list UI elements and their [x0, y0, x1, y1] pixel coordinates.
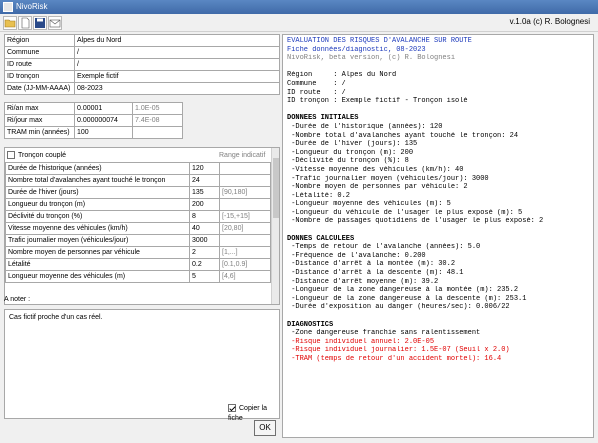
report-line: -Déclivité du tronçon (%): 8	[287, 157, 409, 166]
coupled-checkbox[interactable]	[7, 151, 15, 159]
report-line: -Durée de l'hiver (jours): 135	[287, 140, 418, 149]
window-title: NivoRisk	[16, 2, 48, 11]
param-row	[6, 211, 271, 223]
param-label: Nombre moyen de personnes par véhicule	[6, 247, 190, 259]
param-label: Létalité	[6, 259, 190, 271]
param-input[interactable]: 2	[190, 247, 220, 259]
risk-label: TRAM min (années)	[5, 127, 75, 139]
note-text: Cas fictif proche d'un cas réel.	[9, 314, 103, 321]
param-range	[220, 199, 271, 211]
report-line: -Longueur du véhicule de l'usager le plus exposé (m): 5	[287, 208, 523, 217]
version-label: v.1.0a (c) R. Bolognesi	[509, 17, 590, 26]
param-range	[220, 175, 271, 187]
report-line	[287, 226, 589, 235]
report-line: -Létalité: 0.2	[287, 191, 351, 200]
risk-empty	[183, 115, 280, 127]
risk-label: Ri/jour max	[5, 115, 75, 127]
param-range: [1,...]	[220, 247, 271, 259]
param-row	[6, 187, 271, 199]
report-line: DONNEES INITIALES	[287, 114, 359, 123]
report-line: -Longueur de la zone dangereuse à la descente (m): 253.1	[287, 294, 527, 303]
coupled-label: Tronçon couplé	[18, 152, 66, 159]
report-line: EVALUATION DES RISQUES D'AVALANCHE SUR ROUTE	[287, 37, 472, 45]
range-header: Range indicatif	[219, 152, 266, 159]
param-range	[220, 163, 271, 175]
risk-input[interactable]: 0.00001	[75, 103, 133, 115]
risk-empty	[183, 127, 280, 139]
copy-label: Copier la fiche	[228, 405, 268, 422]
param-row	[6, 223, 271, 235]
param-range: [0.1,0.9]	[220, 259, 271, 271]
location-row	[5, 59, 280, 71]
location-row	[5, 35, 280, 47]
risk-row	[5, 115, 280, 127]
report-line: -Distance d'arrêt à la montée (m): 30.2	[287, 260, 456, 269]
report-line: -Durée de l'historique (années): 120	[287, 122, 443, 131]
report-line: ID tronçon : Exemple fictif - Tronçon isolé	[287, 97, 468, 106]
report-line: -Durée d'exposition au danger (heures/sec): 0.006/22	[287, 303, 510, 312]
email-icon[interactable]	[48, 16, 62, 30]
note-label: A noter :	[4, 296, 31, 303]
param-range: [90,180]	[220, 187, 271, 199]
location-row	[5, 83, 280, 95]
field-input[interactable]: /	[75, 47, 280, 59]
copy-checkbox[interactable]	[228, 404, 236, 412]
report-line: ID route : /	[287, 88, 346, 97]
note-textarea[interactable]	[4, 309, 280, 419]
field-label: Région	[5, 35, 75, 47]
param-input[interactable]: 24	[190, 175, 220, 187]
param-input[interactable]: 0.2	[190, 259, 220, 271]
field-label: Date (JJ-MM-AAAA)	[5, 83, 75, 95]
report-line: -Risque individuel journalier: 1.5E-07 (Seuil x 2.0)	[287, 346, 510, 355]
param-input[interactable]: 200	[190, 199, 220, 211]
risk-row	[5, 127, 280, 139]
report-line	[287, 106, 589, 115]
report-line: -Nombre de passages quotidiens de l'usager le plus exposé: 2	[287, 217, 544, 226]
field-input[interactable]: /	[75, 59, 280, 71]
param-input[interactable]: 8	[190, 211, 220, 223]
report-line: DIAGNOSTICS	[287, 320, 334, 329]
param-label: Longueur du tronçon (m)	[6, 199, 190, 211]
param-row	[6, 199, 271, 211]
app-icon	[3, 2, 13, 12]
param-range: [-15,+15]	[220, 211, 271, 223]
field-input[interactable]: Exemple fictif	[75, 71, 280, 83]
location-row	[5, 47, 280, 59]
report-line: -Nombre total d'avalanches ayant touché le tronçon: 24	[287, 131, 519, 140]
risk-input[interactable]: 100	[75, 127, 133, 139]
report-line: -Vitesse moyenne des véhicules (km/h): 40	[287, 165, 464, 174]
report-line: -Longueur de la zone dangereuse à la montée (m): 235.2	[287, 286, 519, 295]
report-line: -Longueur du tronçon (m): 200	[287, 148, 414, 157]
report-line: -Risque individuel annuel: 2.0E-05	[287, 337, 435, 346]
risk-label: Ri/an max	[5, 103, 75, 115]
save-icon[interactable]	[33, 16, 47, 30]
ok-button[interactable]: OK	[254, 420, 276, 436]
param-range	[220, 235, 271, 247]
param-input[interactable]: 135	[190, 187, 220, 199]
param-label: Nombre total d'avalanches ayant touché le tronçon	[6, 175, 190, 187]
report-panel	[282, 34, 594, 438]
param-input[interactable]: 5	[190, 271, 220, 283]
risk-sci: 7.4E-08	[133, 115, 183, 127]
field-input[interactable]: Alpes du Nord	[75, 35, 280, 47]
scrollbar-thumb[interactable]	[273, 158, 279, 218]
param-label: Longueur moyenne des véhicules (m)	[6, 271, 190, 283]
toolbar	[0, 14, 598, 32]
risk-empty	[183, 103, 280, 115]
report-line: -Trafic journalier moyen (véhicules/jour): 3000	[287, 174, 489, 183]
risk-sci: 1.0E-05	[133, 103, 183, 115]
param-row	[6, 175, 271, 187]
param-range: [20,80]	[220, 223, 271, 235]
report-line: -Fréquence de l'avalanche: 0.200	[287, 251, 426, 260]
risk-row	[5, 103, 280, 115]
location-table	[4, 34, 280, 95]
report-line	[287, 312, 589, 321]
report-line: Région : Alpes du Nord	[287, 71, 397, 80]
param-row	[6, 259, 271, 271]
field-input[interactable]: 08-2023	[75, 83, 280, 95]
report-line: -Zone dangereuse franchie sans ralentissement	[287, 329, 481, 338]
param-label: Durée de l'hiver (jours)	[6, 187, 190, 199]
report-line: -Distance d'arrêt à la descente (m): 48.1	[287, 269, 464, 278]
param-range: [4,6]	[220, 271, 271, 283]
params-panel	[4, 147, 280, 305]
param-row	[6, 247, 271, 259]
risk-table	[4, 102, 280, 139]
report-line: DONNES CALCULEES	[287, 234, 355, 243]
risk-input[interactable]: 0.000000074	[75, 115, 133, 127]
param-input[interactable]: 40	[190, 223, 220, 235]
left-panel	[4, 34, 280, 438]
field-label: ID route	[5, 59, 75, 71]
param-label: Vitesse moyenne des véhicules (km/h)	[6, 223, 190, 235]
open-folder-icon[interactable]	[3, 16, 17, 30]
new-document-icon[interactable]	[18, 16, 32, 30]
report-line: -Nombre moyen de personnes par véhicule: 2	[287, 183, 468, 192]
param-row	[6, 271, 271, 283]
report-line: -Distance d'arrêt moyenne (m): 39.2	[287, 277, 439, 286]
param-label: Déclivité du tronçon (%)	[6, 211, 190, 223]
report-line	[287, 63, 589, 72]
window-titlebar	[0, 0, 598, 14]
param-input[interactable]: 120	[190, 163, 220, 175]
field-label: ID tronçon	[5, 71, 75, 83]
params-table	[5, 162, 271, 283]
location-row	[5, 71, 280, 83]
report-line: -Temps de retour de l'avalanche (années): 5.0	[287, 243, 481, 252]
param-label: Durée de l'historique (années)	[6, 163, 190, 175]
report-line: -Longueur moyenne des véhicules (m): 5	[287, 200, 451, 209]
report-line: Fiche données/diagnostic, 08-2023	[287, 45, 426, 54]
param-label: Trafic journalier moyen (véhicules/jour)	[6, 235, 190, 247]
coupled-toggle[interactable]	[7, 150, 66, 161]
risk-sci	[133, 127, 183, 139]
report-line: NivoRisk, beta version, (c) R. Bolognesi	[287, 54, 456, 63]
report-line: -TRAM (temps de retour d'un accident mortel): 16.4	[287, 354, 502, 363]
param-row	[6, 235, 271, 247]
param-input[interactable]: 3000	[190, 235, 220, 247]
param-row	[6, 163, 271, 175]
copy-toggle[interactable]	[228, 404, 280, 422]
report-line: Commune : /	[287, 79, 346, 88]
field-label: Commune	[5, 47, 75, 59]
params-scrollbar[interactable]	[271, 148, 279, 304]
